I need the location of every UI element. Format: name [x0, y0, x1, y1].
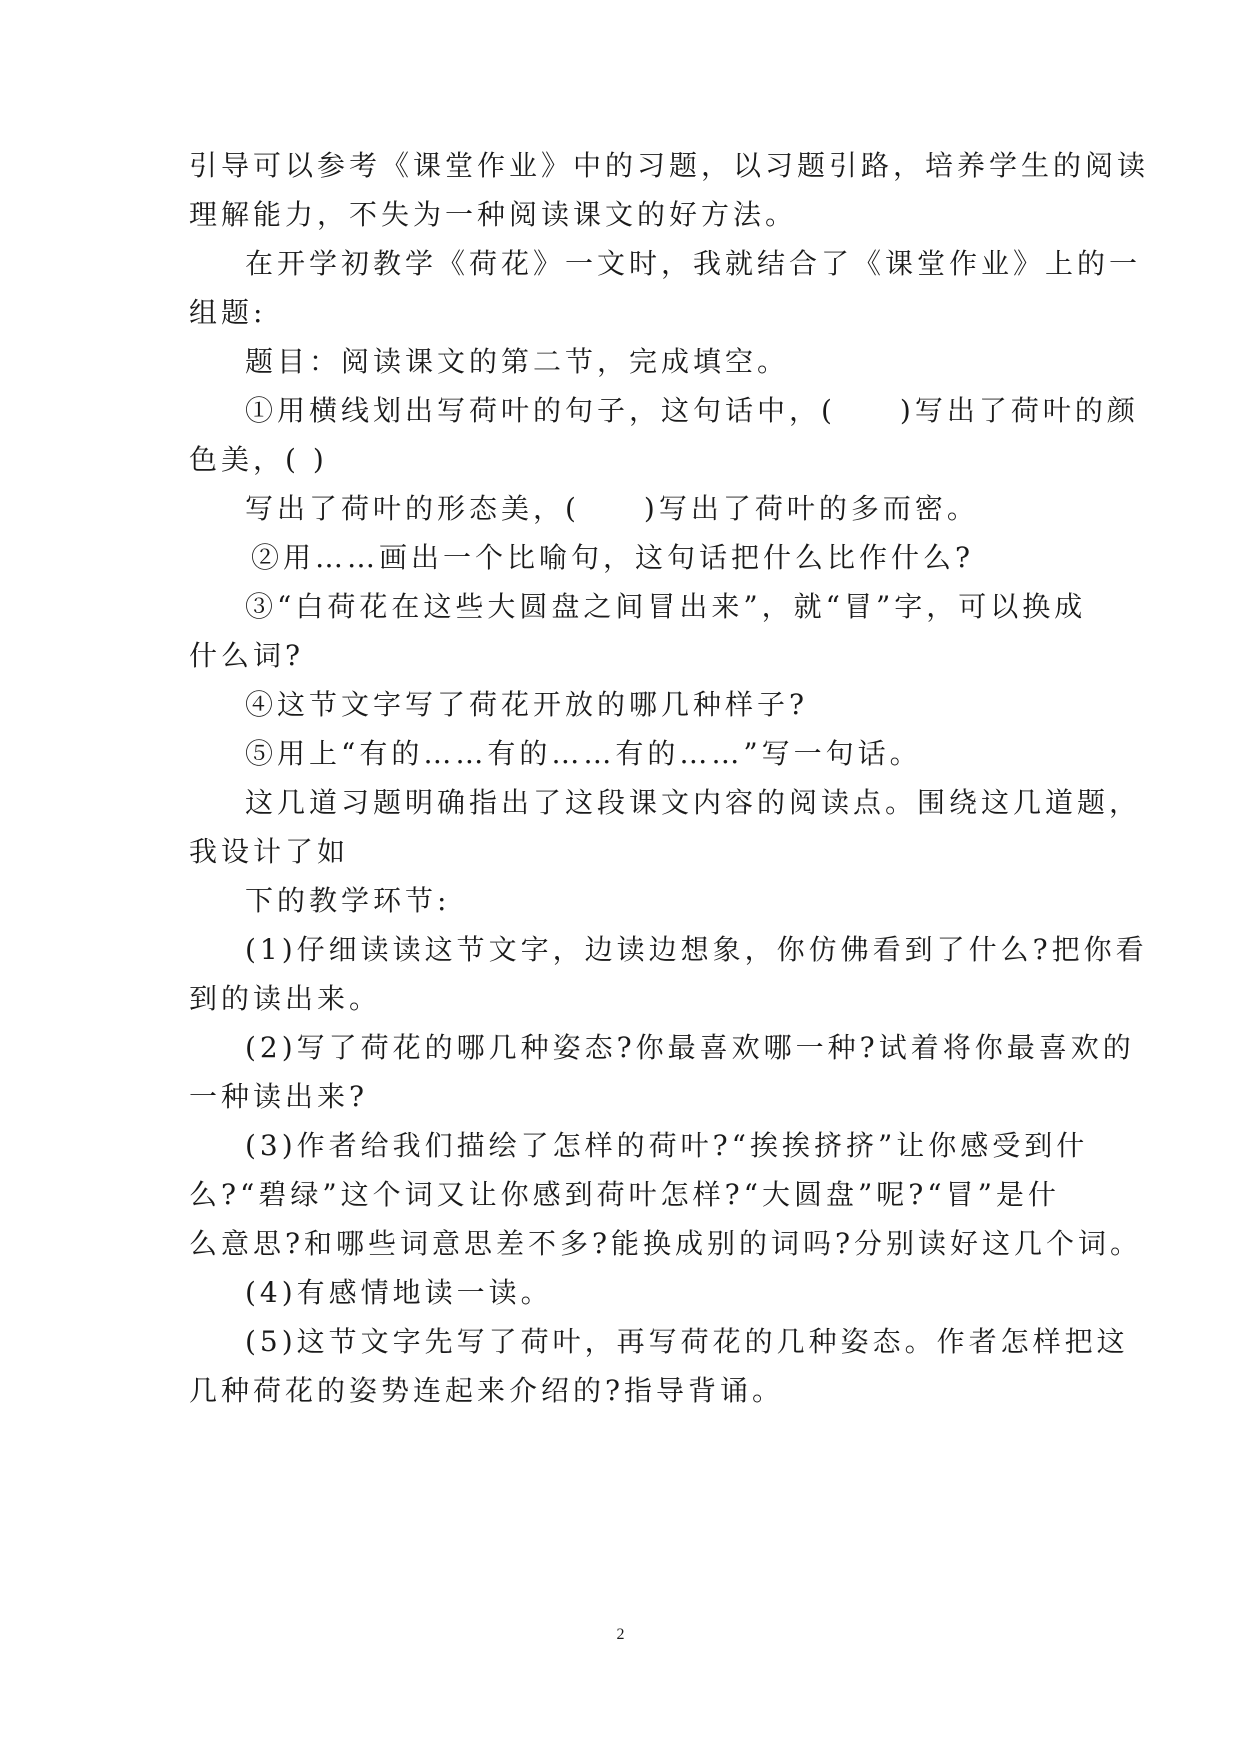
paragraph-line: 题目：阅读课文的第二节，完成填空。: [245, 345, 790, 378]
paragraph-line: ②用……画出一个比喻句，这句话把什么比作什么?: [251, 541, 975, 574]
paragraph-line: 这几道习题明确指出了这段课文内容的阅读点。围绕这几道题，: [245, 786, 1142, 819]
page-number: 2: [616, 1626, 625, 1643]
paragraph-line: (2)写了荷花的哪几种姿态?你最喜欢哪一种?试着将你最喜欢的: [245, 1031, 1135, 1064]
paragraph-line: ①用横线划出写荷叶的句子，这句话中，( )写出了荷叶的颜: [245, 394, 1139, 427]
paragraph-line: 在开学初教学《荷花》一文时，我就结合了《课堂作业》上的一: [245, 247, 1142, 280]
paragraph-line: 组题:: [189, 296, 267, 329]
paragraph-line: 一种读出来?: [189, 1080, 369, 1113]
paragraph-line: 几种荷花的姿势连起来介绍的?指导背诵。: [189, 1374, 785, 1407]
paragraph-line: 我设计了如: [189, 835, 350, 868]
paragraph-line: 到的读出来。: [189, 982, 382, 1015]
paragraph-line: (4)有感情地读一读。: [245, 1276, 553, 1309]
paragraph-line: ⑤用上“有的……有的……有的……”写一句话。: [245, 737, 922, 770]
paragraph-line: 下的教学环节:: [245, 884, 451, 917]
paragraph-line: 么?“碧绿”这个词又让你感到荷叶怎样?“大圆盘”呢?“冒”是什: [189, 1178, 1060, 1211]
paragraph-line: 理解能力，不失为一种阅读课文的好方法。: [189, 198, 798, 231]
paragraph-line: 么意思?和哪些词意思差不多?能换成别的词吗?分别读好这几个词。: [189, 1227, 1143, 1260]
paragraph-line: (1)仔细读读这节文字，边读边想象，你仿佛看到了什么?把你看: [245, 933, 1148, 966]
paragraph-line: ③“白荷花在这些大圆盘之间冒出来”，就“冒”字，可以换成: [245, 590, 1087, 623]
paragraph-line: ④这节文字写了荷花开放的哪几种样子?: [245, 688, 809, 721]
paragraph-line: 写出了荷叶的形态美，( )写出了荷叶的多而密。: [245, 492, 979, 525]
paragraph-line: 什么词?: [189, 639, 305, 672]
paragraph-line: 色美，( ): [189, 443, 328, 476]
paragraph-line: 引导可以参考《课堂作业》中的习题，以习题引路，培养学生的阅读: [189, 149, 1150, 182]
paragraph-line: (3)作者给我们描绘了怎样的荷叶?“挨挨挤挤”让你感受到什: [245, 1129, 1089, 1162]
paragraph-line: (5)这节文字先写了荷叶，再写荷花的几种姿态。作者怎样把这: [245, 1325, 1129, 1358]
